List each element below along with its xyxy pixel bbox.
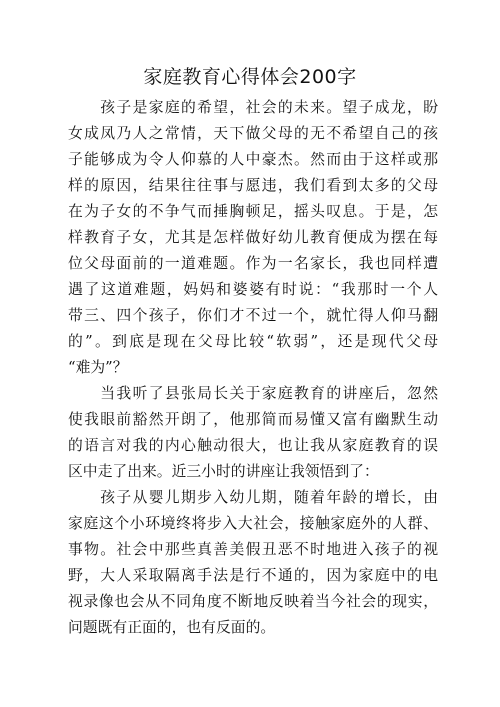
- text-line: 区中走了出来。近三小时的讲座让我领悟到了：: [68, 463, 379, 480]
- text-line: 孩子从婴儿期步入幼儿期，随着年龄的增长，由: [68, 489, 438, 506]
- text-line: 遇了这道难题，妈妈和婆婆有时说：“我那时一个人: [68, 281, 438, 298]
- text-line: 女成凤乃人之常情，天下做父母的无不希望自己的孩: [68, 125, 438, 142]
- text-line: 带三、四个孩子，你们才不过一个，就忙得人仰马翻: [68, 307, 438, 324]
- text-line: 孩子是家庭的希望，社会的未来。望子成龙，盼: [68, 99, 438, 116]
- text-line: 的语言对我的内心触动很大，也让我从家庭教育的误: [68, 437, 438, 454]
- text-line: 位父母面前的一道难题。作为一名家长，我也同样遭: [68, 255, 438, 272]
- text-line: 视录像也会从不同角度不断地反映着当今社会的现实，: [68, 593, 438, 610]
- text-line: 的”。到底是现在父母比较“软弱”，还是现代父母: [68, 333, 438, 350]
- text-line: 野，大人采取隔离手法是行不通的，因为家庭中的电: [68, 567, 438, 584]
- text-line: “难为”？: [68, 359, 128, 376]
- text-line: 事物。社会中那些真善美假丑恶不时地进入孩子的视: [68, 541, 438, 558]
- text-line: 样的原因，结果往往事与愿违，我们看到太多的父母: [68, 177, 438, 194]
- text-line: 当我听了县张局长关于家庭教育的讲座后，忽然: [68, 385, 438, 402]
- text-line: 使我眼前豁然开朗了，他那简而易懂又富有幽默生动: [68, 411, 438, 428]
- text-line: 家庭这个小环境终将步入大社会，接触家庭外的人群、: [68, 515, 438, 532]
- text-line: 在为子女的不争气而捶胸顿足，摇头叹息。于是，怎: [68, 203, 438, 220]
- text-line: 子能够成为令人仰慕的人中豪杰。然而由于这样或那: [68, 151, 438, 168]
- text-line: 样教育子女，尤其是怎样做好幼儿教育便成为摆在每: [68, 229, 438, 246]
- text-line: 问题既有正面的，也有反面的。: [68, 619, 276, 636]
- document-title: 家庭教育心得体会200字: [143, 66, 357, 88]
